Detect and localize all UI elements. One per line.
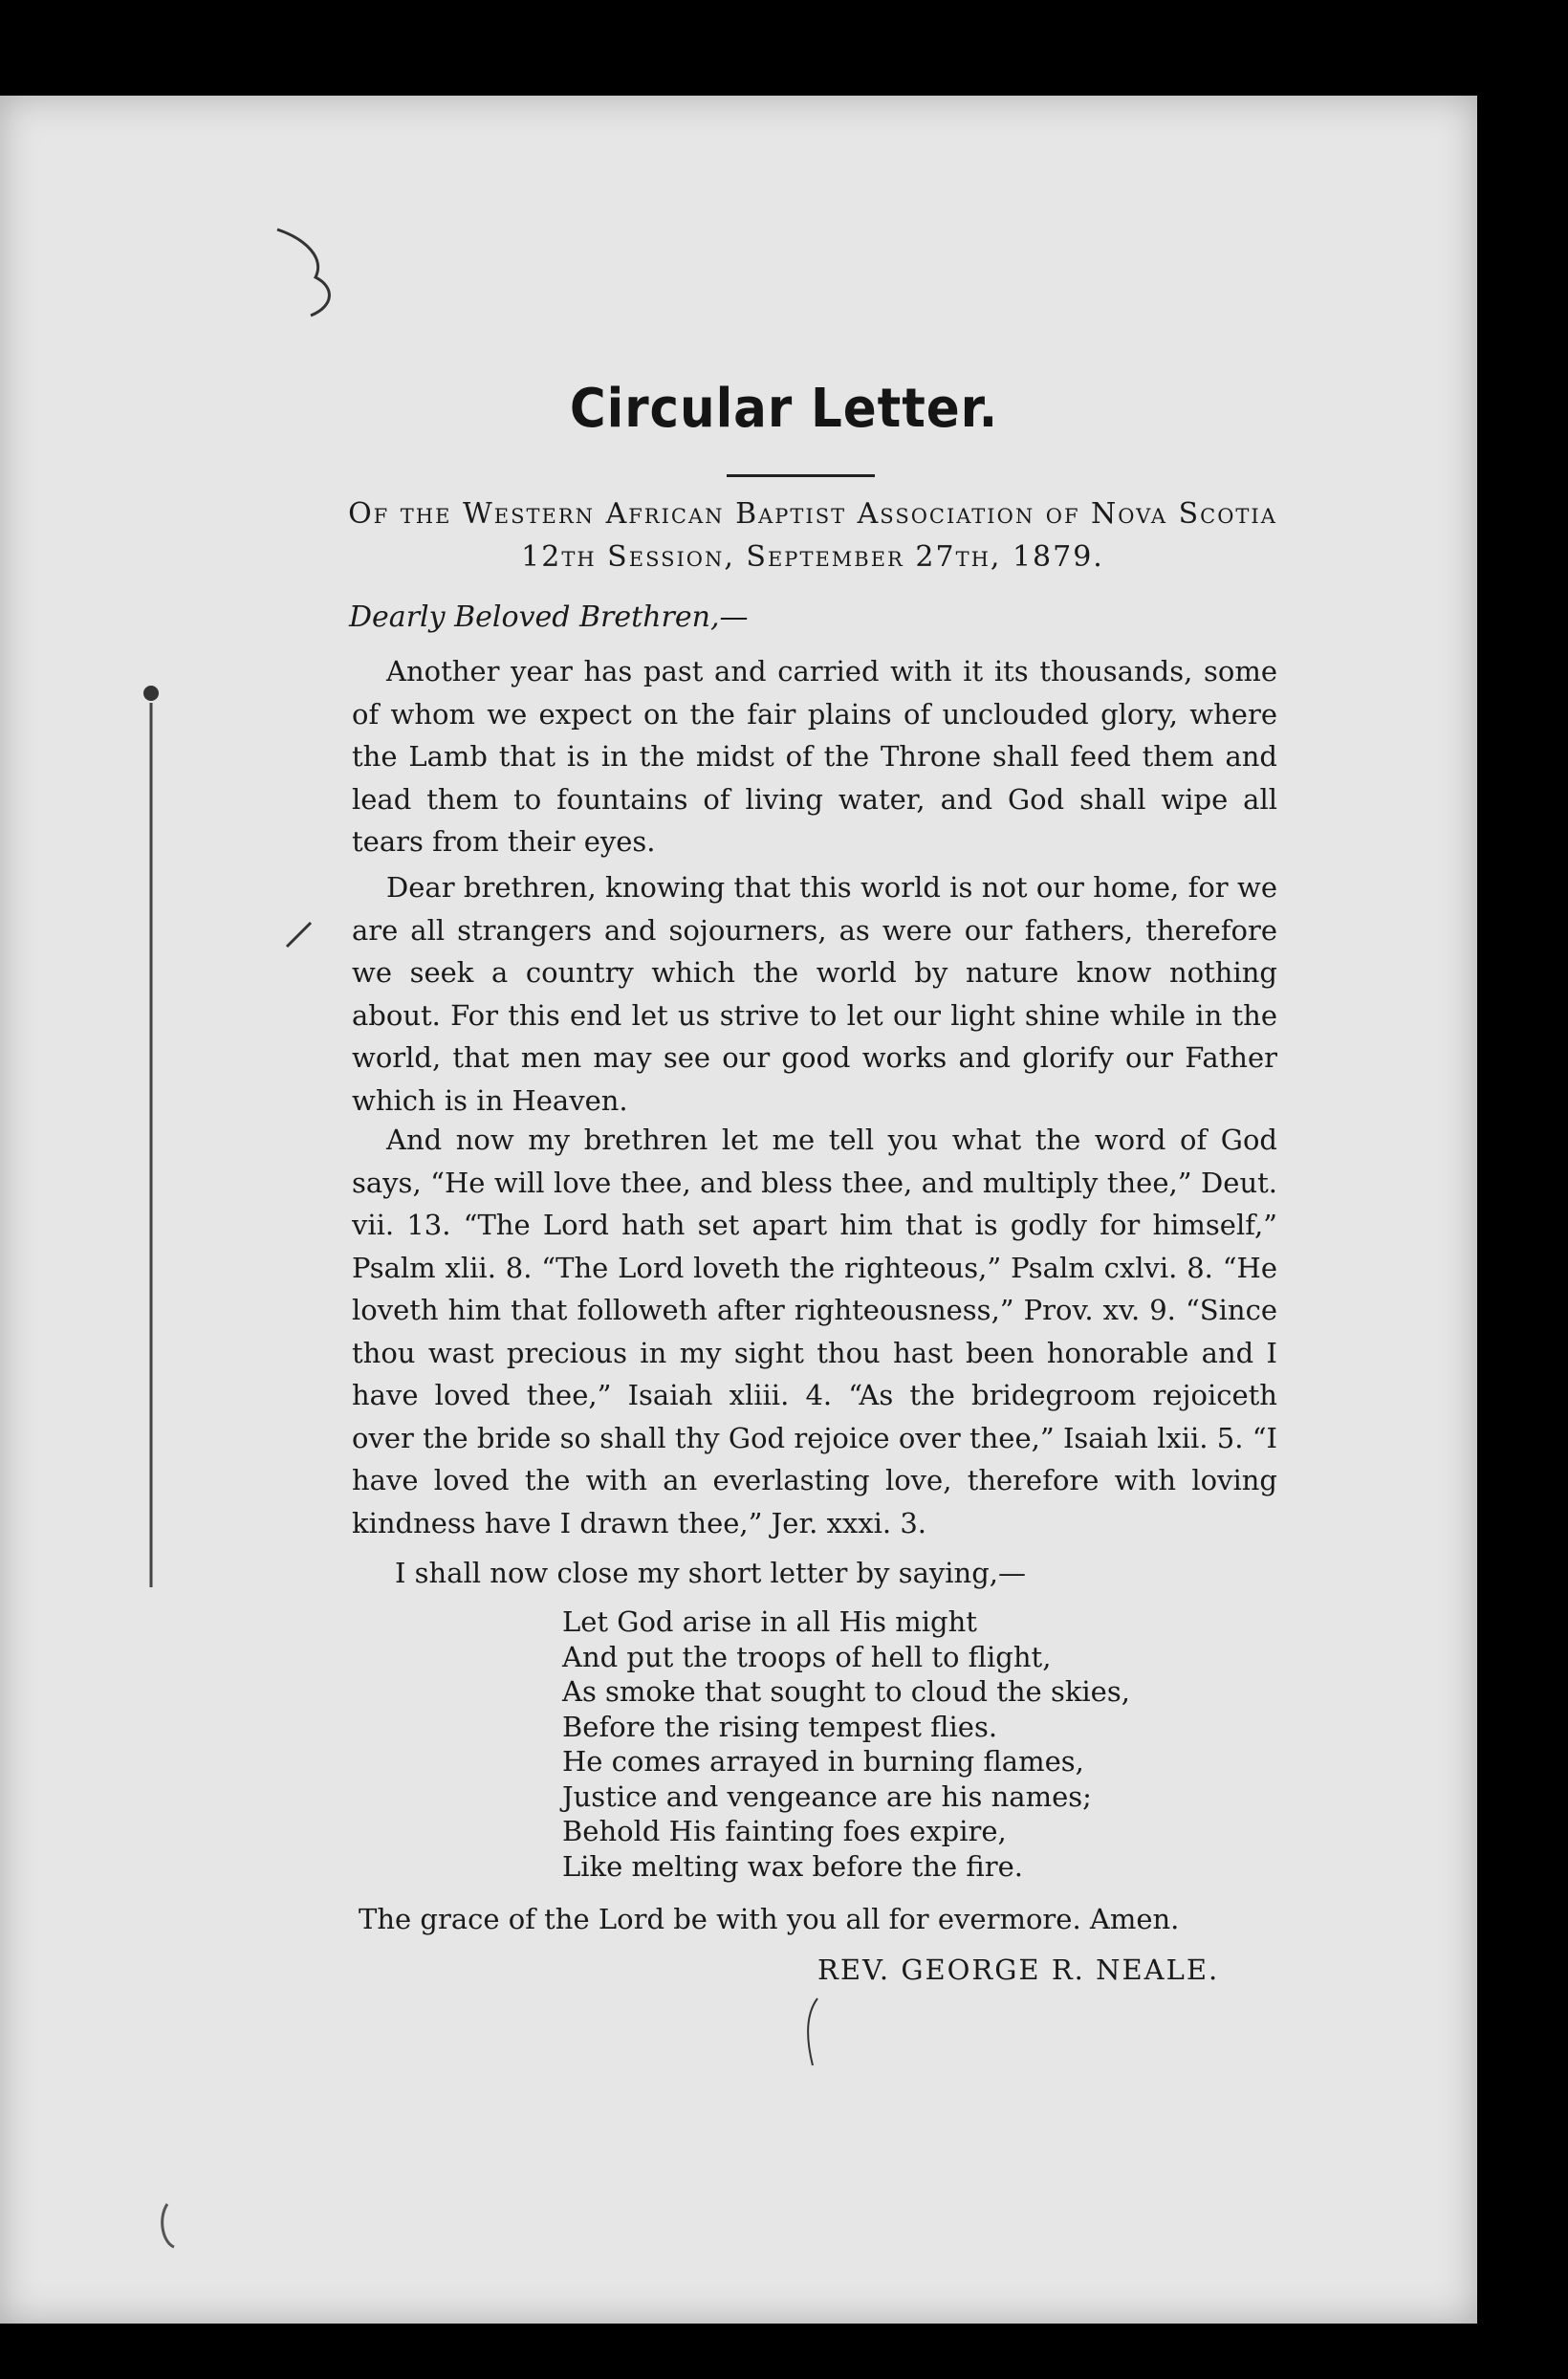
poem-line: Let God arise in all His might <box>562 1605 977 1638</box>
poem <box>562 1604 1130 1884</box>
poem-line: He comes arrayed in burning flames, <box>562 1745 1084 1778</box>
page-title: Circular Letter. <box>569 378 999 440</box>
signature: REV. GEORGE R. NEALE. <box>817 1953 1220 1986</box>
poem-line: Justice and vengeance are his names; <box>562 1779 1092 1813</box>
poem-line: And put the troops of hell to flight, <box>562 1640 1052 1673</box>
poem-line: Before the rising tempest flies. <box>562 1710 998 1743</box>
salutation: Dearly Beloved Brethren,— <box>349 600 749 634</box>
subheading-line-1: Of the Western African Baptist Association of Nova Scotia <box>348 497 1277 531</box>
poem-line: Behold His fainting foes expire, <box>562 1815 1007 1847</box>
paragraph-1: Another year has past and carried with it its thousands, some of whom we expect on the fair plains of unclouded glory, where the Lamb that is in the midst of the Throne shall feed them and lead them to fountains of living water, and God shall wipe all tears from their eyes. <box>352 655 1277 858</box>
paragraph-2: Dear brethren, knowing that this world is not our home, for we are all strangers and sojourners, as were our fathers, therefore we seek a country which the world by nature know nothing about. For this end let us strive to let our light shine while in the world, that men may see our good works and glorify our Father which is in Heaven. <box>352 871 1277 1117</box>
closing-intro: I shall now close my short letter by saying,— <box>395 1557 1027 1589</box>
paragraph-3: And now my brethren let me tell you what the word of God says, “He will love thee, and bless thee, and multiply thee,” Deut. vii. 13. “The Lord hath set apart him that is godly for himself,” Psalm xlii. 8. “The Lord loveth the righteous,” Psalm cxlvi. 8. “He loveth him that followeth after righteousness,” Prov. xv. 9. “Since thou wast precious in my sight thou hast been honorable and I have loved thee,” Isaiah xliii. 4. “As the bridegroom rejoiceth over the bride so shall thy God rejoice over thee,” Isaiah lxii. 5. “I have loved the with an everlasting love, therefore with loving kindness have I drawn thee,” Jer. xxxi. 3. <box>352 1124 1277 1539</box>
poem-line: As smoke that sought to cloud the skies, <box>562 1675 1130 1708</box>
benediction: The grace of the Lord be with you all for evermore. Amen. <box>359 1903 1180 1935</box>
poem-line: Like melting wax before the fire. <box>562 1849 1023 1883</box>
subheading-line-2: 12th Session, September 27th, 1879. <box>521 540 1104 574</box>
title-rule <box>727 474 875 477</box>
